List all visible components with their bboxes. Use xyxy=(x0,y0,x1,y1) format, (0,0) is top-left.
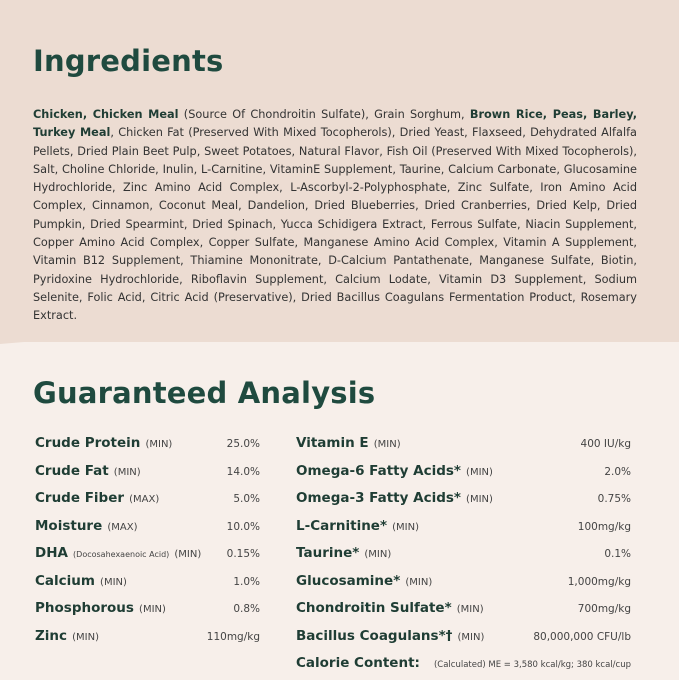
nutrient-value: 10.0% xyxy=(226,520,260,533)
nutrient-name: L-Carnitine* xyxy=(296,517,388,534)
nutrient-name: DHA xyxy=(35,545,68,561)
nutrient-qualifier: (MIN) xyxy=(364,549,392,560)
nutrient-qualifier: (MIN) xyxy=(466,466,493,478)
nutrient-value: 400 IU/kg xyxy=(580,438,631,450)
nutrient-label xyxy=(35,597,166,616)
nutrient-value: 25.0% xyxy=(226,438,260,450)
analysis-row xyxy=(296,515,631,543)
nutrient-name: Moisture xyxy=(35,517,103,534)
guaranteed-analysis-title: Guaranteed Analysis xyxy=(33,376,376,410)
nutrient-subname: (Docosahexaenoic Acid) xyxy=(73,550,170,559)
nutrient-name: Bacillus Coagulans*† xyxy=(296,627,453,644)
analysis-row xyxy=(296,487,631,515)
nutrient-label xyxy=(296,625,484,644)
nutrient-qualifier: (MIN) xyxy=(457,631,485,643)
ingredient-text-run: (Source Of Chondroitin Sulfate), Grain Sorghum, xyxy=(178,108,470,121)
nutrient-qualifier: (MIN) xyxy=(174,549,202,560)
nutrient-name: Calcium xyxy=(35,572,95,589)
nutrient-qualifier: (MIN) xyxy=(145,439,173,450)
nutrient-name: Crude Fat xyxy=(35,462,109,479)
ingredients-text xyxy=(33,106,637,326)
nutrient-value: 0.75% xyxy=(597,493,631,505)
analysis-left-column xyxy=(35,432,260,652)
nutrient-name: Vitamin E xyxy=(296,435,369,451)
ingredient-text-run: , Chicken Fat (Preserved With Mixed Tocopherols), Dried Yeast, Flaxseed, Dehydrated Alfalfa Pellets, Dried Plain Beet Pulp, Sweet Potatoes, Natural Flavor, Fish Oil (Preserved With Mixed Tocopherols), Salt, Choline Chloride, Inulin, L-Carnitine, VitaminE Supplement, Taurine, Calcium Carbonate, Glucosamine Hydrochloride, Zinc Amino Acid Complex, L-Ascorbyl-2-Polyphosphate, Zinc Sulfate, Iron Amino Acid Complex, Cinnamon, Coconut Meal, Dandelion, Dried Blueberries, Dried Cranberries, Dried Kelp, Dried Pumpkin, Dried Spearmint, Dried Spinach, Yucca Schidigera Extract, Ferrous Sulfate, Niacin Supplement, Copper Amino Acid Complex, Copper Sulfate, Manganese Amino Acid Complex, Vitamin A Supplement, Vitamin B12 Supplement, Thiamine Mononitrate, D-Calcium Pantathenate, Manganese Sulfate, Biotin, Pyridoxine Hydrochloride, Riboflavin Supplement, Calcium Lodate, Vitamin D3 Supplement, Sodium Selenite, Folic Acid, Citric Acid (Preservative), Dried Bacillus Coagulans Fermentation Product, Rosemary Extract. xyxy=(33,126,637,323)
nutrient-label xyxy=(35,432,172,451)
nutrient-name: Omega-6 Fatty Acids* xyxy=(296,462,461,479)
analysis-row xyxy=(296,625,631,653)
nutrient-label xyxy=(296,487,493,506)
nutrient-qualifier: (MIN) xyxy=(392,521,419,533)
nutrient-value: 80,000,000 CFU/lb xyxy=(533,630,631,643)
nutrient-value: 110mg/kg xyxy=(206,630,260,643)
nutrient-qualifier: (MIN) xyxy=(113,466,141,478)
nutrient-label xyxy=(35,625,99,644)
nutrient-value: 0.8% xyxy=(233,603,260,615)
analysis-row xyxy=(296,652,631,680)
nutrient-label xyxy=(35,515,137,534)
nutrient-name: Zinc xyxy=(35,627,68,644)
nutrient-name: Chondroitin Sulfate* xyxy=(296,600,452,616)
nutrient-label xyxy=(296,460,493,479)
nutrient-label xyxy=(296,515,419,534)
analysis-row xyxy=(296,542,631,570)
nutrient-value: 5.0% xyxy=(233,493,260,505)
analysis-right-column xyxy=(296,432,631,680)
nutrient-label xyxy=(35,542,201,561)
nutrient-label xyxy=(296,652,420,671)
ingredient-highlight: Brown Rice, Peas, Barley, Turkey Meal xyxy=(33,108,637,140)
nutrient-label xyxy=(296,570,432,589)
nutrient-qualifier: (MIN) xyxy=(456,604,484,615)
analysis-row xyxy=(35,542,260,570)
analysis-row xyxy=(35,460,260,488)
nutrient-name: Phosphorous xyxy=(35,600,134,616)
nutrient-value: 14.0% xyxy=(226,465,260,478)
nutrient-qualifier: (MIN) xyxy=(100,576,127,588)
analysis-row xyxy=(35,625,260,653)
analysis-row xyxy=(35,570,260,598)
analysis-row xyxy=(35,597,260,625)
analysis-row xyxy=(296,432,631,460)
nutrient-name: Taurine* xyxy=(296,545,360,561)
nutrient-value: 2.0% xyxy=(604,465,631,478)
analysis-row xyxy=(296,570,631,598)
nutrient-label xyxy=(35,460,141,479)
nutrient-label xyxy=(35,487,159,506)
nutrient-value: (Calculated) ME = 3,580 kcal/kg; 380 kcal/cup xyxy=(433,660,631,670)
analysis-row xyxy=(296,460,631,488)
nutrient-qualifier: (MAX) xyxy=(129,494,160,505)
nutrient-qualifier: (MIN) xyxy=(466,494,493,505)
nutrient-name: Glucosamine* xyxy=(296,572,401,589)
ingredient-highlight: Chicken, Chicken Meal xyxy=(33,108,179,121)
nutrient-qualifier: (MAX) xyxy=(107,521,138,533)
nutrient-value: 1.0% xyxy=(233,575,260,588)
nutrient-label xyxy=(296,597,484,616)
nutrient-qualifier: (MIN) xyxy=(72,631,99,643)
nutrient-qualifier: (MIN) xyxy=(373,439,401,450)
nutrient-qualifier: (MIN) xyxy=(139,604,166,615)
nutrient-label xyxy=(35,570,127,589)
nutrient-name: Crude Protein xyxy=(35,435,141,451)
ingredients-title: Ingredients xyxy=(33,44,224,78)
panel-curve-divider xyxy=(0,318,679,378)
nutrient-label xyxy=(296,432,401,451)
analysis-row xyxy=(35,515,260,543)
nutrient-name: Omega-3 Fatty Acids* xyxy=(296,490,461,506)
analysis-row xyxy=(35,432,260,460)
nutrient-value: 700mg/kg xyxy=(577,603,631,615)
nutrient-qualifier: (MIN) xyxy=(405,576,433,588)
nutrient-value: 1,000mg/kg xyxy=(567,575,631,588)
nutrient-value: 0.1% xyxy=(604,548,631,560)
nutrient-name: Calorie Content: xyxy=(296,655,420,671)
analysis-row xyxy=(35,487,260,515)
nutrient-value: 0.15% xyxy=(226,548,260,560)
analysis-row xyxy=(296,597,631,625)
nutrient-name: Crude Fiber xyxy=(35,490,125,506)
nutrient-value: 100mg/kg xyxy=(577,520,631,533)
nutrient-label xyxy=(296,542,391,561)
